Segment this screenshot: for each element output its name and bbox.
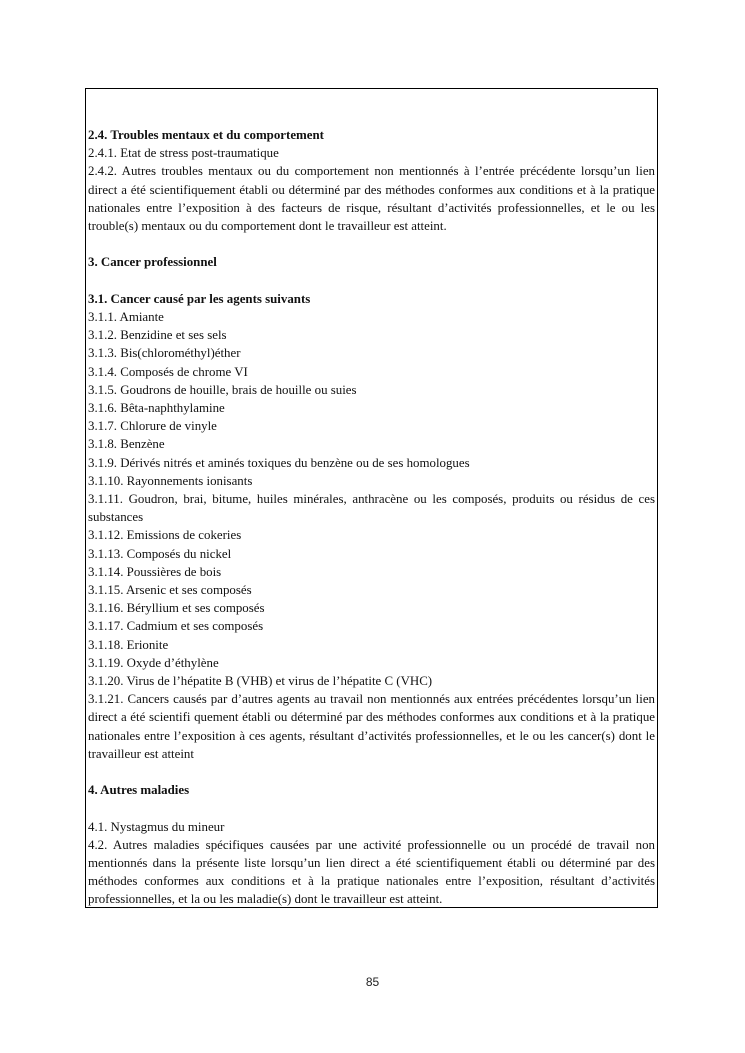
list-item: 3.1.6. Bêta-naphthylamine — [88, 401, 225, 416]
spacer — [88, 272, 655, 290]
list-item: 3.1.8. Benzène — [88, 437, 165, 452]
list-item: 3.1.14. Poussières de bois — [88, 564, 222, 579]
list-item: 3.1.17. Cadmium et ses composés — [88, 619, 264, 634]
section-3-1-heading: 3.1. Cancer causé par les agents suivants — [88, 291, 311, 306]
page-number: 85 — [365, 975, 380, 989]
section-2-4-2-paragraph: 2.4.2. Autres troubles mentaux ou du comportement non mentionnés à l’entrée précédente lorsqu’un lien direct a été scientifiquement établi ou déterminé par des méthodes conformes aux conditions et à la pratique nationales entre l’exposition à des facteurs de risque, résultant d’activités professionnelles, et le ou les trouble(s) mentaux ou du comportement dont le travailleur est atteint. — [88, 164, 655, 234]
list-item-3-1-21: 3.1.21. Cancers causés par d’autres agents au travail non mentionnés aux entrées précédentes lorsqu’un lien direct a été scientifi quement établi ou déterminé par des méthodes conformes aux conditions et à la pratique nationales entre l’exposition à ces agents, résultant d’activités professionnelles, et le ou les cancer(s) dont le travailleur est atteint — [88, 692, 655, 761]
list-item: 4.1. Nystagmus du mineur — [88, 819, 225, 834]
section-4-heading: 4. Autres maladies — [88, 783, 190, 798]
list-item-3-1-11: 3.1.11. Goudron, brai, bitume, huiles minérales, anthracène ou les composés, produits ou résidus de ces substances — [88, 492, 655, 525]
list-item: 3.1.13. Composés du nickel — [88, 546, 232, 561]
list-item: 3.1.18. Erionite — [88, 637, 169, 652]
list-item: 3.1.12. Emissions de cokeries — [88, 528, 242, 543]
list-item: 3.1.19. Oxyde d’éthylène — [88, 655, 219, 670]
list-item: 3.1.20. Virus de l’hépatite B (VHB) et virus de l’hépatite C (VHC) — [88, 674, 433, 689]
list-item: 3.1.9. Dérivés nitrés et aminés toxiques du benzène ou de ses homologues — [88, 455, 470, 470]
list-item: 3.1.1. Amiante — [88, 310, 164, 324]
section-2-4-heading: 2.4. Troubles mentaux et du comportement — [88, 128, 324, 142]
list-item: 3.1.2. Benzidine et ses sels — [88, 328, 227, 343]
list-item: 3.1.4. Composés de chrome VI — [88, 364, 248, 379]
list-item: 3.1.16. Béryllium et ses composés — [88, 601, 265, 616]
list-item: 3.1.7. Chlorure de vinyle — [88, 419, 217, 434]
spacer — [88, 235, 655, 253]
list-item: 3.1.5. Goudrons de houille, brais de houille ou suies — [88, 382, 357, 397]
spacer — [88, 799, 655, 817]
list-item: 3.1.10. Rayonnements ionisants — [88, 473, 253, 488]
section-3-heading: 3. Cancer professionnel — [88, 255, 217, 270]
spacer — [88, 763, 655, 781]
list-item: 3.1.15. Arsenic et ses composés — [88, 583, 252, 598]
content-frame — [85, 88, 658, 908]
list-item: 2.4.1. Etat de stress post-traumatique — [88, 146, 279, 161]
list-item: 3.1.3. Bis(chlorométhyl)éther — [88, 346, 241, 361]
section-4-2-paragraph: 4.2. Autres maladies spécifiques causées par une activité professionnelle ou un procédé de travail non mentionnés dans la présente liste lorsqu’un lien direct a été scientifiquement établi ou déterminé par des méthodes conformes aux conditions et à la pratique nationales entre l’exposition, résultant d’activités professionnelles, et la ou les maladie(s) dont le travailleur est atteint. — [88, 837, 655, 907]
